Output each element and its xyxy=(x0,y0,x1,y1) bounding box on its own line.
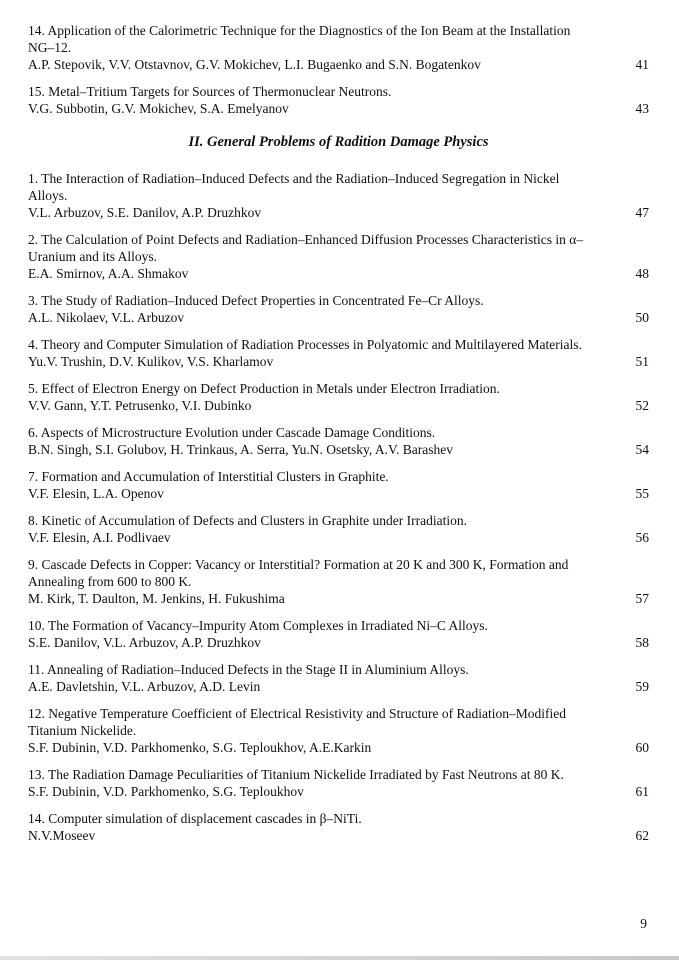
entry-page-number: 41 xyxy=(635,57,649,72)
toc-entry xyxy=(28,336,649,370)
entry-title: 9. Cascade Defects in Copper: Vacancy or Interstitial? Formation at 20 K and 300 K, Formation and Annealing from 600 to 800 K. xyxy=(28,557,569,589)
entry-meta-row xyxy=(28,678,649,695)
entry-authors: A.E. Davletshin, V.L. Arbuzov, A.D. Levin xyxy=(28,679,261,694)
entry-authors: V.G. Subbotin, G.V. Mokichev, S.A. Emelyanov xyxy=(28,101,289,116)
entry-meta-row xyxy=(28,397,649,414)
entry-meta-row xyxy=(28,353,649,370)
entry-page-number: 50 xyxy=(635,310,649,325)
entry-authors: A.P. Stepovik, V.V. Otstavnov, G.V. Mokichev, L.I. Bugaenko and S.N. Bogatenkov xyxy=(28,57,481,72)
entry-title: 14. Computer simulation of displacement cascades in β–NiTi. xyxy=(28,811,362,826)
toc-entry xyxy=(28,810,649,844)
entry-authors: S.F. Dubinin, V.D. Parkhomenko, S.G. Teploukhov xyxy=(28,784,304,799)
toc-entry xyxy=(28,292,649,326)
toc-entry-list-pre xyxy=(28,22,649,117)
entry-page-number: 43 xyxy=(635,101,649,116)
entry-authors: S.F. Dubinin, V.D. Parkhomenko, S.G. Teploukhov, A.E.Karkin xyxy=(28,740,372,755)
scan-edge-artifact xyxy=(0,956,679,960)
section-heading: II. General Problems of Radition Damage Physics xyxy=(188,134,489,150)
toc-entry xyxy=(28,468,649,502)
entry-title: 13. The Radiation Damage Peculiarities of Titanium Nickelide Irradiated by Fast Neutrons at 80 K. xyxy=(28,767,564,782)
entry-meta-row xyxy=(28,590,649,607)
toc-entry xyxy=(28,380,649,414)
entry-authors: E.A. Smirnov, A.A. Shmakov xyxy=(28,266,189,281)
entry-title: 5. Effect of Electron Energy on Defect Production in Metals under Electron Irradiation. xyxy=(28,381,500,396)
entry-page-number: 52 xyxy=(635,398,649,413)
entry-meta-row xyxy=(28,634,649,651)
entry-title: 2. The Calculation of Point Defects and Radiation–Enhanced Diffusion Processes Characteristics in α–Uranium and its Alloys. xyxy=(28,232,584,264)
entry-page-number: 62 xyxy=(635,828,649,843)
page-number: 9 xyxy=(640,916,647,931)
entry-page-number: 51 xyxy=(635,354,649,369)
entry-authors: N.V.Moseev xyxy=(28,828,96,843)
entry-meta-row xyxy=(28,783,649,800)
toc-entry xyxy=(28,556,649,607)
entry-authors: Yu.V. Trushin, D.V. Kulikov, V.S. Kharlamov xyxy=(28,354,274,369)
entry-page-number: 58 xyxy=(635,635,649,650)
entry-title: 10. The Formation of Vacancy–Impurity Atom Complexes in Irradiated Ni–C Alloys. xyxy=(28,618,488,633)
entry-title: 1. The Interaction of Radiation–Induced Defects and the Radiation–Induced Segregation in Nickel Alloys. xyxy=(28,171,560,203)
toc-entry-list xyxy=(28,170,649,844)
entry-title: 12. Negative Temperature Coefficient of Electrical Resistivity and Structure of Radiation–Modified Titanium Nickelide. xyxy=(28,706,567,738)
entry-authors: V.F. Elesin, L.A. Openov xyxy=(28,486,164,501)
entry-page-number: 56 xyxy=(635,530,649,545)
entry-page-number: 59 xyxy=(635,679,649,694)
toc-entry xyxy=(28,170,649,221)
entry-title: 3. The Study of Radiation–Induced Defect Properties in Concentrated Fe–Cr Alloys. xyxy=(28,293,484,308)
entry-page-number: 54 xyxy=(635,442,649,457)
entry-meta-row xyxy=(28,827,649,844)
entry-page-number: 47 xyxy=(635,205,649,220)
entry-title: 7. Formation and Accumulation of Interstitial Clusters in Graphite. xyxy=(28,469,389,484)
entry-authors: V.L. Arbuzov, S.E. Danilov, A.P. Druzhkov xyxy=(28,205,262,220)
entry-title: 4. Theory and Computer Simulation of Radiation Processes in Polyatomic and Multilayered Materials. xyxy=(28,337,582,352)
entry-title: 6. Aspects of Microstructure Evolution under Cascade Damage Conditions. xyxy=(28,425,436,440)
entry-title: 8. Kinetic of Accumulation of Defects and Clusters in Graphite under Irradiation. xyxy=(28,513,467,528)
entry-authors: S.E. Danilov, V.L. Arbuzov, A.P. Druzhkov xyxy=(28,635,261,650)
entry-authors: V.V. Gann, Y.T. Petrusenko, V.I. Dubinko xyxy=(28,398,252,413)
toc-entry xyxy=(28,512,649,546)
entry-meta-row xyxy=(28,265,649,282)
toc-entry xyxy=(28,424,649,458)
entry-meta-row xyxy=(28,529,649,546)
entry-authors: M. Kirk, T. Daulton, M. Jenkins, H. Fukushima xyxy=(28,591,285,606)
entry-page-number: 48 xyxy=(635,266,649,281)
toc-entry xyxy=(28,231,649,282)
entry-title: 15. Metal–Tritium Targets for Sources of Thermonuclear Neutrons. xyxy=(28,84,392,99)
entry-meta-row xyxy=(28,485,649,502)
entry-meta-row xyxy=(28,56,649,73)
entry-page-number: 57 xyxy=(635,591,649,606)
entry-page-number: 55 xyxy=(635,486,649,501)
toc-entry xyxy=(28,766,649,800)
entry-page-number: 61 xyxy=(635,784,649,799)
entry-meta-row xyxy=(28,739,649,756)
entry-authors: A.L. Nikolaev, V.L. Arbuzov xyxy=(28,310,185,325)
toc-entry xyxy=(28,705,649,756)
entry-meta-row xyxy=(28,204,649,221)
toc-entry xyxy=(28,83,649,117)
entry-page-number: 60 xyxy=(635,740,649,755)
toc-entry xyxy=(28,617,649,651)
entry-title: 14. Application of the Calorimetric Technique for the Diagnostics of the Ion Beam at the Installation NG–12. xyxy=(28,23,571,55)
entry-meta-row xyxy=(28,441,649,458)
entry-authors: V.F. Elesin, A.I. Podlivaev xyxy=(28,530,171,545)
entry-authors: B.N. Singh, S.I. Golubov, H. Trinkaus, A. Serra, Yu.N. Osetsky, A.V. Barashev xyxy=(28,442,454,457)
entry-title: 11. Annealing of Radiation–Induced Defects in the Stage II in Aluminium Alloys. xyxy=(28,662,469,677)
entry-meta-row xyxy=(28,309,649,326)
toc-entry xyxy=(28,22,649,73)
entry-meta-row xyxy=(28,100,649,117)
toc-entry xyxy=(28,661,649,695)
